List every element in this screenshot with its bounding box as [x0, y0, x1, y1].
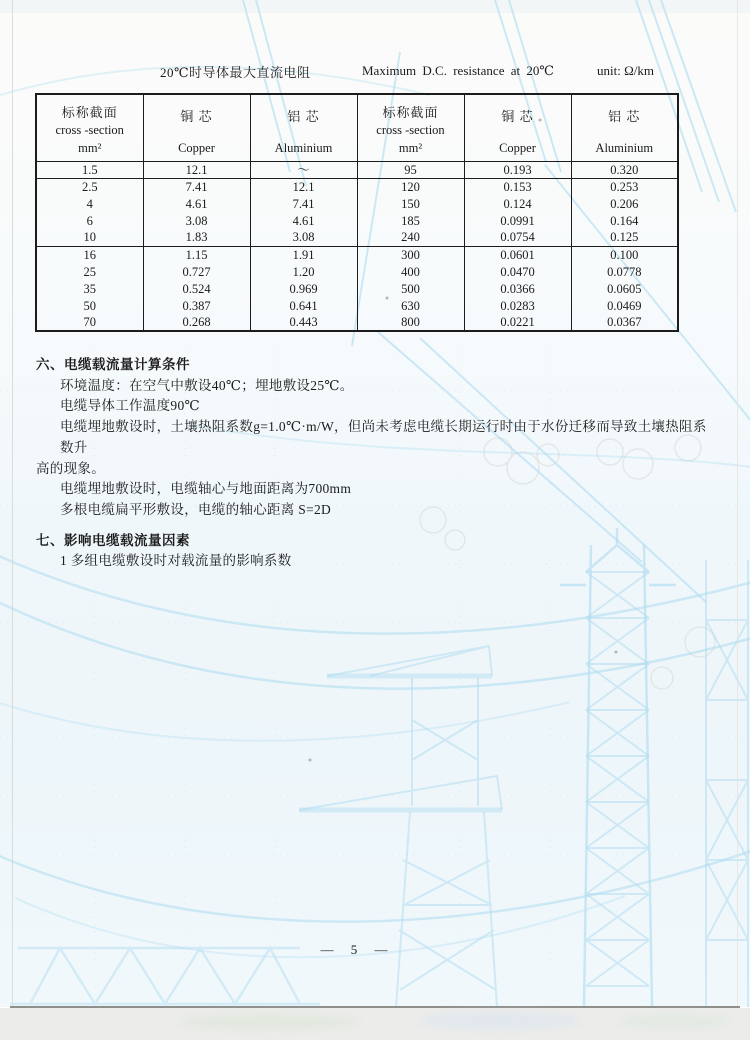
text-line: 多根电缆扁平形敷设，电缆的轴心距离 S=2D	[60, 501, 332, 517]
scan-smudge	[420, 1012, 580, 1030]
scan-smudge	[180, 1014, 360, 1030]
table-cell: 35	[83, 281, 96, 296]
header-cross-section	[36, 94, 143, 161]
scan-under-band	[0, 1008, 750, 1040]
table-cell: 0.0283	[464, 297, 571, 314]
table-cell: 0.320	[571, 161, 678, 178]
table-row	[36, 297, 678, 314]
header-cross-section	[357, 94, 464, 161]
table-cell: 1.15	[143, 246, 250, 263]
header-cn: 铝 芯	[608, 109, 641, 124]
table-cell: 4	[86, 196, 93, 211]
section-six-heading: 六、电缆载流量计算条件	[36, 357, 190, 372]
header-en: cross -section	[55, 123, 124, 138]
text-line: 环境温度：在空气中敷设40℃；埋地敷设25℃。	[60, 377, 354, 393]
text-line: 电缆埋地敷设时，土壤热阻系数g=1.0℃·m/W，但尚未考虑电缆长期运行时由于水份迁移而导致土壤热阻系数升	[60, 419, 707, 455]
table-cell: 70	[83, 315, 96, 329]
table-cell: 150	[357, 195, 464, 212]
table-row	[36, 263, 678, 280]
table-cell: 1.5	[36, 161, 143, 178]
header-copper	[464, 94, 571, 161]
table-row	[36, 246, 678, 263]
table-cell: 0.124	[464, 195, 571, 212]
table-cell: 7.41	[143, 178, 250, 195]
table-cell: 0.0221	[464, 314, 571, 331]
page-number: — 5 —	[320, 942, 390, 957]
text-line: 电缆导体工作温度90℃	[60, 398, 200, 414]
table-cell: 0.387	[143, 297, 250, 314]
table-cell: 630	[357, 297, 464, 314]
header-aluminium	[571, 94, 678, 161]
table-cell: 0.0469	[571, 297, 678, 314]
table-cell: 12.1	[143, 161, 250, 178]
header-unit: mm²	[398, 140, 423, 155]
table-cell: 0.0367	[571, 314, 678, 331]
table-cell: 95	[357, 161, 464, 178]
text-line: 高的现象。	[36, 460, 105, 476]
table-cell: 0.193	[464, 161, 571, 178]
table-cell: 6	[86, 213, 93, 228]
table-cell: 0.153	[464, 178, 571, 195]
table-title-row	[0, 62, 750, 82]
table-cell: 0.125	[571, 229, 678, 246]
table-cell: 25	[83, 264, 96, 279]
table-cell: 0.524	[143, 280, 250, 297]
header-cn: 铜 芯	[501, 109, 534, 124]
table-cell: 16	[83, 247, 96, 262]
text-line: 1 多组电缆敷设时对载流量的影响系数	[60, 553, 292, 569]
table-cell: 0.0778	[571, 263, 678, 280]
text-line: 电缆埋地敷设时，电缆轴心与地面距离为700mm	[60, 481, 352, 497]
table-cell: 0.268	[143, 314, 250, 331]
table-cell: 3.08	[250, 229, 357, 246]
table-cell: 1.91	[250, 246, 357, 263]
table-cell: 0.0366	[464, 280, 571, 297]
table-cell: 0.443	[250, 314, 357, 331]
table-row	[36, 161, 678, 178]
table-cell: 0.0991	[464, 212, 571, 229]
table-cell: 3.08	[143, 212, 250, 229]
table-cell: 0.0601	[464, 246, 571, 263]
table-row	[36, 178, 678, 195]
table-row	[36, 280, 678, 297]
table-cell: 4.61	[143, 195, 250, 212]
table-cell: 800	[357, 314, 464, 331]
scan-right-edge	[737, 0, 738, 1007]
table-cell: 1.83	[143, 229, 250, 246]
header-en: Copper	[178, 140, 215, 155]
table-cell: 10	[36, 229, 143, 246]
unit-label: unit: Ω/km	[597, 63, 654, 78]
header-en: Aluminium	[274, 140, 333, 155]
table-cell: 185	[357, 212, 464, 229]
dc-resistance-table	[35, 93, 679, 332]
table-cell: 50	[83, 298, 96, 313]
header-cn: 铜 芯	[180, 109, 213, 124]
section-seven-heading: 七、影响电缆载流量因素	[36, 532, 190, 548]
table-cell: 12.1	[250, 178, 357, 195]
table-header-row	[36, 94, 678, 161]
table-title-chinese: 20℃时导体最大直流电阻	[160, 65, 311, 80]
header-cn: 标称截面	[61, 105, 118, 120]
table-cell: 120	[357, 178, 464, 195]
table-cell: 500	[357, 280, 464, 297]
table-cell: 400	[357, 263, 464, 280]
header-cn: 铝 芯	[287, 109, 320, 124]
body-text	[36, 355, 716, 572]
section-gap	[36, 521, 716, 531]
table-header	[36, 94, 678, 161]
table-cell: 0.100	[571, 246, 678, 263]
table-cell: ～	[250, 161, 357, 178]
header-copper	[143, 94, 250, 161]
table-cell: 0.641	[250, 297, 357, 314]
table-row	[36, 229, 678, 246]
table-cell: 0.969	[250, 280, 357, 297]
header-cn: 标称截面	[382, 105, 439, 120]
table-cell: 0.164	[571, 212, 678, 229]
table-title-english: Maximum D.C. resistance at 20℃	[362, 63, 554, 78]
table-cell: 0.0754	[464, 229, 571, 246]
table-row	[36, 195, 678, 212]
table-cell: 1.20	[250, 263, 357, 280]
table-cell: 0.0470	[464, 263, 571, 280]
header-en: cross -section	[376, 123, 445, 138]
table-row	[36, 314, 678, 331]
header-unit: mm²	[78, 140, 102, 155]
table-cell: 0.206	[571, 195, 678, 212]
scan-left-edge	[12, 0, 13, 1007]
table-cell: 7.41	[250, 195, 357, 212]
table-cell: 0.0605	[571, 280, 678, 297]
table-cell: 0.253	[571, 178, 678, 195]
scan-smudge	[620, 1014, 730, 1029]
table-cell: 300	[357, 246, 464, 263]
header-en: Aluminium	[595, 140, 654, 155]
table-row	[36, 212, 678, 229]
table-cell: 2.5	[81, 179, 98, 194]
table-body	[36, 161, 678, 331]
header-aluminium	[250, 94, 357, 161]
table-cell: 0.727	[143, 263, 250, 280]
header-en: Copper	[499, 140, 536, 155]
table-cell: 240	[357, 229, 464, 246]
table-cell: 4.61	[250, 212, 357, 229]
